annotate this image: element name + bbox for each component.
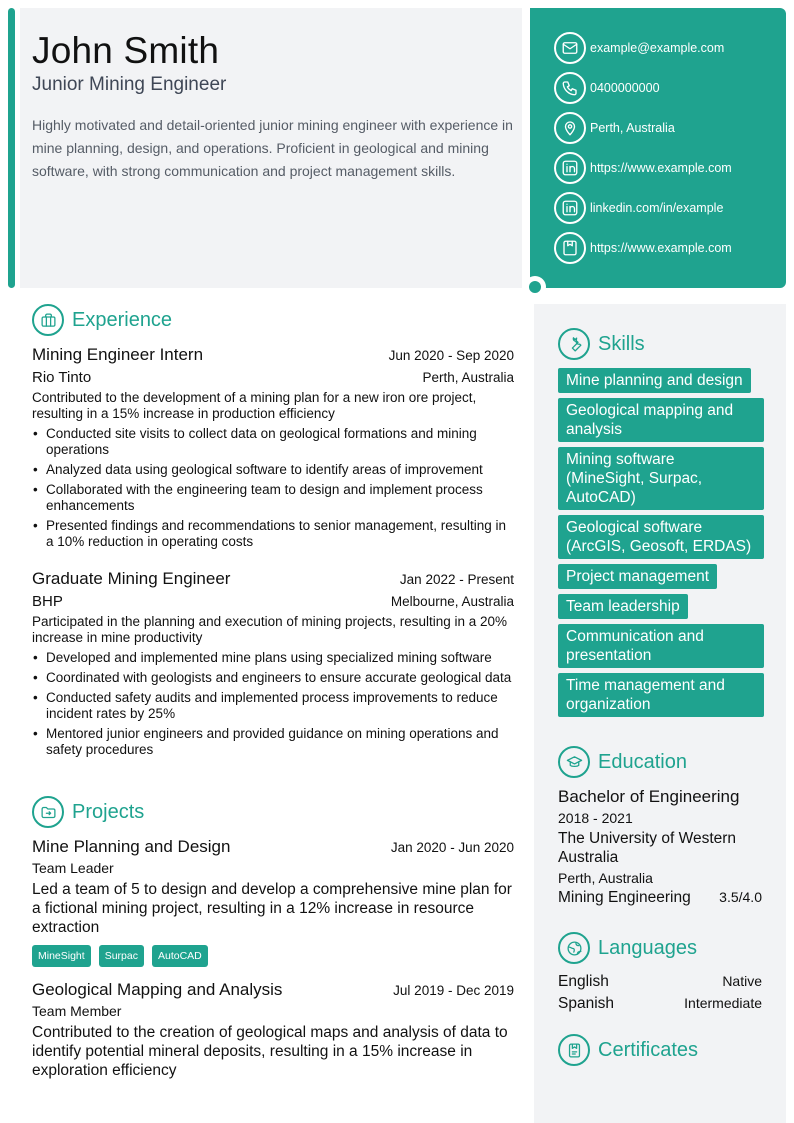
tag-badge: Surpac xyxy=(99,945,144,967)
globe-icon xyxy=(558,932,590,964)
certificate-icon xyxy=(558,1034,590,1066)
projects-title: Projects xyxy=(72,800,145,823)
portfolio-icon xyxy=(554,232,586,264)
education-entry xyxy=(558,787,762,907)
experience-dates: Jan 2022 - Present xyxy=(399,572,514,587)
skill-badge: Time management and organization xyxy=(558,673,764,717)
sidebar xyxy=(534,304,786,1123)
contact-phone-text: 0400000000 xyxy=(590,81,660,95)
education-location: Perth, Australia xyxy=(558,870,653,886)
bullet-item: • Coordinated with geologists and engineers to ensure accurate geological data xyxy=(32,670,514,686)
divider-dot xyxy=(529,281,541,293)
experience-location: Melbourne, Australia xyxy=(390,594,514,609)
contact-portfolio[interactable] xyxy=(554,232,732,264)
experience-company: BHP xyxy=(32,593,63,610)
job-title: Junior Mining Engineer xyxy=(32,74,227,95)
language-name: English xyxy=(558,973,609,990)
education-gpa: 3.5/4.0 xyxy=(719,889,762,905)
contact-location-text: Perth, Australia xyxy=(590,121,675,135)
project-entry xyxy=(32,837,514,967)
skills-list xyxy=(558,368,764,717)
contact-email-text: example@example.com xyxy=(590,41,725,55)
experience-summary: Contributed to the development of a mining plan for a new iron ore project, resulting in a 15% increase in production efficiency xyxy=(32,390,477,421)
contact-location xyxy=(554,112,675,144)
candidate-name: John Smith xyxy=(32,30,220,71)
header-panel xyxy=(20,8,522,288)
map-pin-icon xyxy=(554,112,586,144)
linkedin-icon xyxy=(554,192,586,224)
skill-badge: Geological mapping and analysis xyxy=(558,398,764,442)
experience-entry xyxy=(32,345,514,554)
contact-panel xyxy=(530,8,786,288)
projects-heading xyxy=(32,796,144,828)
certificates-title: Certificates xyxy=(598,1038,699,1061)
bullet-item: • Mentored junior engineers and provided guidance on mining operations and safety procedures xyxy=(32,726,514,758)
language-level: Intermediate xyxy=(684,995,762,1011)
project-role: Team Member xyxy=(32,1003,122,1019)
project-name: Geological Mapping and Analysis xyxy=(32,980,283,999)
education-title: Education xyxy=(598,750,687,773)
language-row xyxy=(558,995,762,1013)
folder-icon xyxy=(32,796,64,828)
skills-title: Skills xyxy=(598,332,645,355)
tag-badge: MineSight xyxy=(32,945,91,967)
skill-badge: Mining software (MineSight, Surpac, AutoCAD) xyxy=(558,447,764,510)
skill-badge: Team leadership xyxy=(558,594,688,619)
experience-role: Graduate Mining Engineer xyxy=(32,569,231,588)
language-row xyxy=(558,973,762,991)
skill-badge: Geological software (ArcGIS, Geosoft, ERDAS) xyxy=(558,515,764,559)
language-name: Spanish xyxy=(558,995,615,1012)
bullet-item: • Conducted site visits to collect data on geological formations and mining operations xyxy=(32,426,514,458)
experience-title: Experience xyxy=(72,308,173,331)
phone-icon xyxy=(554,72,586,104)
education-major: Mining Engineering xyxy=(558,889,691,906)
project-dates: Jan 2020 - Jun 2020 xyxy=(390,840,514,855)
experience-summary: Participated in the planning and execution of mining projects, resulting in a 20% increase in mine productivity xyxy=(32,614,508,645)
project-description: Contributed to the creation of geological maps and analysis of data to identify potential mineral deposits, resulting in a 15% increase in exploration efficiency xyxy=(32,1024,508,1079)
experience-dates: Jun 2020 - Sep 2020 xyxy=(388,348,514,363)
contact-portfolio-text: https://www.example.com xyxy=(590,241,732,255)
experience-location: Perth, Australia xyxy=(422,370,514,385)
accent-bar xyxy=(8,8,15,288)
project-entry xyxy=(32,980,514,1080)
education-heading xyxy=(558,746,687,778)
skill-badge: Project management xyxy=(558,564,717,589)
contact-email[interactable] xyxy=(554,32,724,64)
linkedin-icon xyxy=(554,152,586,184)
contact-phone[interactable] xyxy=(554,72,660,104)
mail-icon xyxy=(554,32,586,64)
contact-linkedin-text: linkedin.com/in/example xyxy=(590,201,724,215)
profile-summary: Highly motivated and detail-oriented junior mining engineer with experience in mine planning, design, and operations. Proficient in geological and mining software, with strong communication and project management skills. xyxy=(32,117,513,179)
bullet-item: • Developed and implemented mine plans using specialized mining software xyxy=(32,650,514,666)
experience-company: Rio Tinto xyxy=(32,369,92,386)
language-level: Native xyxy=(722,973,762,989)
experience-heading xyxy=(32,304,172,336)
bullet-item: • Analyzed data using geological software to identify areas of improvement xyxy=(32,462,514,478)
languages-title: Languages xyxy=(598,936,697,959)
skill-badge: Mine planning and design xyxy=(558,368,751,393)
education-university: The University of Western Australia xyxy=(558,830,737,866)
project-role: Team Leader xyxy=(32,860,114,876)
skills-heading xyxy=(558,328,645,360)
bullet-item: • Conducted safety audits and implemented process improvements to reduce incident rates by 25% xyxy=(32,690,514,722)
project-dates: Jul 2019 - Dec 2019 xyxy=(393,983,514,998)
graduation-cap-icon xyxy=(558,746,590,778)
languages-list xyxy=(558,973,762,1013)
certificates-heading xyxy=(558,1034,698,1066)
experience-bullets xyxy=(32,650,514,758)
project-description: Led a team of 5 to design and develop a comprehensive mine plan for a fictional mining project, resulting in a 12% increase in resource extraction xyxy=(32,881,512,936)
experience-bullets xyxy=(32,426,514,550)
education-degree: Bachelor of Engineering xyxy=(558,787,740,806)
project-name: Mine Planning and Design xyxy=(32,837,231,856)
experience-role: Mining Engineer Intern xyxy=(32,345,204,364)
contact-website[interactable] xyxy=(554,152,732,184)
project-tags xyxy=(32,945,514,967)
education-years: 2018 - 2021 xyxy=(558,810,633,826)
skill-badge: Communication and presentation xyxy=(558,624,764,668)
bullet-item: • Collaborated with the engineering team to design and implement process enhancements xyxy=(32,482,514,514)
contact-linkedin[interactable] xyxy=(554,192,723,224)
briefcase-icon xyxy=(32,304,64,336)
tag-badge: AutoCAD xyxy=(152,945,208,967)
experience-entry xyxy=(32,569,514,762)
contact-website-text: https://www.example.com xyxy=(590,161,732,175)
wrench-icon xyxy=(558,328,590,360)
languages-heading xyxy=(558,932,697,964)
bullet-item: • Presented findings and recommendations to senior management, resulting in a 10% reduction in operating costs xyxy=(32,518,514,550)
